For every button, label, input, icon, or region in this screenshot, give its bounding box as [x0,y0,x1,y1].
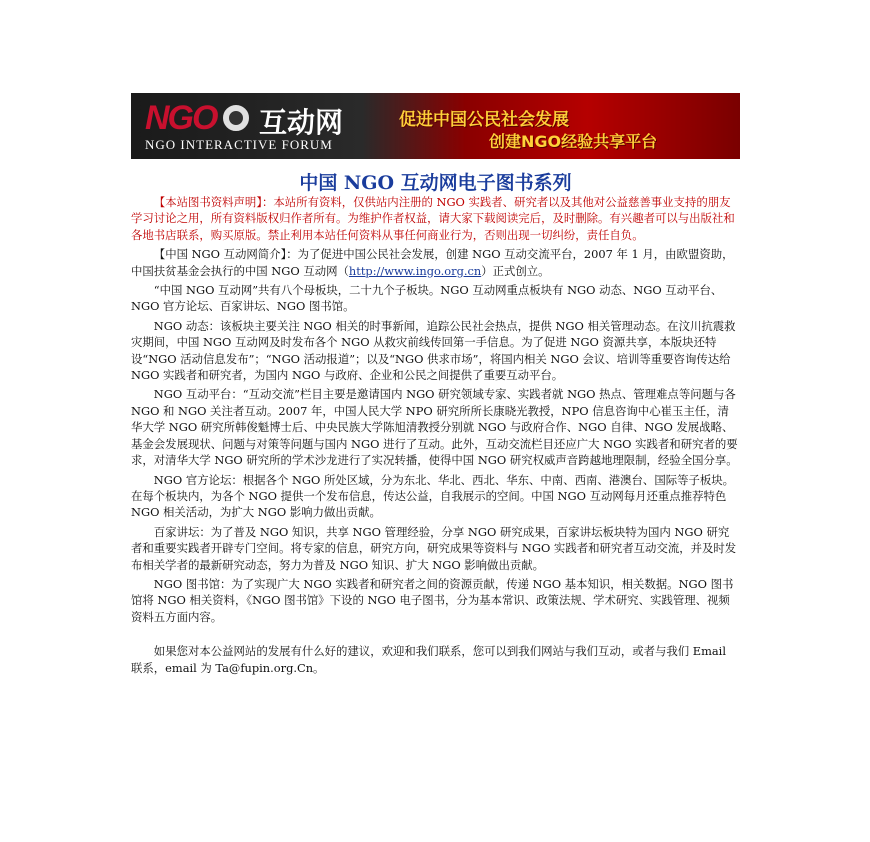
paragraph-lecture-forum: 百家讲坛：为了普及 NGO 知识，共享 NGO 管理经验，分享 NGO 研究成果，百家讲坛板块特为国内 NGO 研究者和重要实践者开辟专门空间。将专家的信息，研究方向，研究成果等资料与 NGO 实践者和研究者互动交流，并及时发布相关学者的最新研究动态，努力为普及 NGO 知识、扩大 NGO 影响做出贡献。 [131,524,737,572]
logo-ring-icon [223,105,249,131]
slogan-line1: 促进中国公民社会发展 [399,110,569,130]
site-banner [131,93,740,159]
logo-cn-text: 互动网 [259,106,344,139]
paragraph-library: NGO 图书馆：为了实现广大 NGO 实践者和研究者之间的资源贡献，传递 NGO 基本知识，相关数据。NGO 图书馆将 NGO 相关资料，《NGO 图书馆》下设的 NGO 电子图书，分为基本常识、政策法规、学术研究、实践管理、视频资料五方面内容。 [131,576,734,624]
copyright-statement: 【本站图书资料声明】：本站所有资料，仅供站内注册的 NGO 实践者、研究者以及其他对公益慈善事业支持的朋友学习讨论之用，所有资料版权归作者所有。为维护作者权益，请大家下载阅读完后，及时删除。有兴趣者可以与出版社和各地书店联系，购买原版。禁止利用本站任何资料从事任何商业行为，否则出现一切纠纷，责任自负。 [131,195,735,242]
paragraph-interaction-platform: NGO 互动平台：“互动交流”栏目主要是邀请国内 NGO 研究领域专家、实践者就 NGO 热点、管理难点等问题与各 NGO 和 NGO 关注者互动。2007 年，中国人民大学 NPO 研究所所长康晓光教授，NPO 信息咨询中心崔玉主任，清华大学 NGO 研究所韩俊魁博士后、中央民族大学陈旭清教授分别就 NGO 与政府合作、NGO 自律、NGO 发展战略、基金会发展现状、问题与对策等问题与国内 NGO 进行了互动。此外，互动交流栏目还应广大 NGO 实践者和研究者的要求，对清华大学 NGO 研究所的学术沙龙进行了实况转播，使得中国 NGO 研究权威声音跨越地理限制，经验全国分享。 [131,387,738,468]
document-body [131,194,740,679]
paragraph-ngo-news: NGO 动态：该板块主要关注 NGO 相关的时事新闻，追踪公民社会热点，提供 NGO 相关管理动态。在汶川抗震救灾期间，中国 NGO 互动网及时发布各个 NGO 从救灾前线传回第一手信息。为了促进 NGO 资源共享，本版块还特设“NGO 活动信息发布”；“NGO 活动报道”；以及“NGO 供求市场”，将国内相关 NGO 会议、培训等重要咨询传达给 NGO 实践者和研究者，为国内 NGO 与政府、企业和公民之间提供了重要互动平台。 [131,318,736,383]
closing-paragraph: 如果您对本公益网站的发展有什么好的建议，欢迎和我们联系，您可以到我们网站与我们互动，或者与我们 Email 联系，email 为 Ta@fupin.org.Cn。 [131,644,726,675]
intro-text-before: 【中国 NGO 互动网简介】：为了促进中国公民社会发展，创建 NGO 互动交流平台，2007 年 1 月，由欧盟资助，中国扶贫基金会执行的中国 NGO 互动网（ [131,247,734,278]
paragraph-overview: “中国 NGO 互动网”共有八个母板块，二十九个子板块。NGO 互动网重点板块有 NGO 动态、NGO 互动平台、NGO 官方论坛、百家讲坛、NGO 图书馆。 [131,283,723,314]
site-link[interactable]: http://www.ingo.org.cn [348,263,482,278]
page-title: 中国 NGO 互动网电子图书系列 [299,172,572,194]
logo-ngo-text: NGO [145,99,217,137]
paragraph-official-forum: NGO 官方论坛：根据各个 NGO 所处区域，分为东北、华北、西北、华东、中南、西南、港澳台、国际等子板块。在每个板块内，为各个 NGO 提供一个发布信息，传达公益，自我展示的空间。中国 NGO 互动网每月还重点推荐特色 NGO 相关活动，为扩大 NGO 影响力做出贡献。 [131,472,735,520]
intro-paragraph [131,246,740,279]
intro-text-after: ）正式创立。 [481,263,550,278]
logo-en-text: NGO INTERACTIVE FORUM [145,137,333,152]
slogan-line2: 创建NGO经验共享平台 [489,132,658,151]
